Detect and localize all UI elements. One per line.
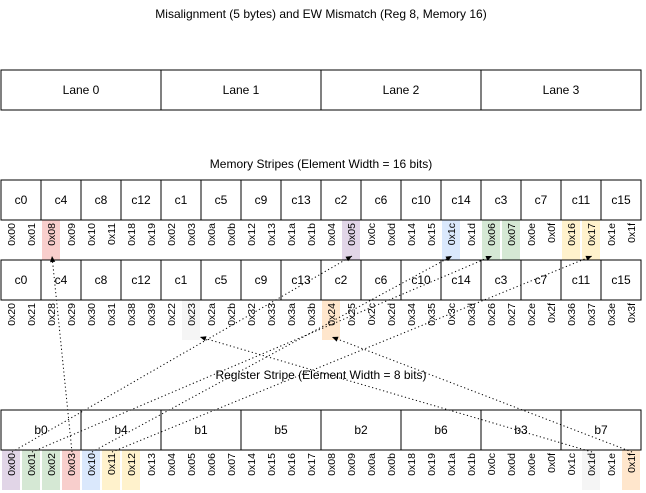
register-byte: 0x0e [526, 453, 538, 476]
memory-cell-label: c3 [494, 193, 508, 207]
register-byte: 0x17 [306, 453, 318, 476]
register-byte: 0x14 [246, 453, 258, 476]
memory-row1-byte: 0x27 [506, 303, 518, 326]
lane-label: Lane 0 [62, 83, 100, 97]
memory-cell-label: c15 [611, 273, 631, 287]
memory-row1-byte: 0x29 [66, 303, 78, 326]
memory-cell-label: c2 [334, 193, 348, 207]
register-byte: 0x1a [446, 453, 458, 476]
register-byte: 0x02 [46, 453, 58, 476]
memory-row1-byte: 0x2c [366, 303, 378, 326]
memory-row0-byte: 0x07 [506, 223, 518, 246]
memory-row0-byte: 0x0b [226, 223, 238, 246]
memory-row0-byte: 0x1c [446, 223, 458, 246]
memory-row1-byte: 0x21 [26, 303, 38, 326]
memory-row0-byte: 0x14 [406, 223, 418, 246]
register-byte: 0x1c [566, 453, 578, 476]
diagram-title: Misalignment (5 bytes) and EW Mismatch (Reg 8, Memory 16) [155, 7, 487, 21]
memory-row0-byte: 0x05 [346, 223, 358, 246]
memory-row0-byte: 0x03 [186, 223, 198, 246]
register-byte: 0x01 [26, 453, 38, 476]
register-byte: 0x06 [206, 453, 218, 476]
memory-row0-byte: 0x18 [126, 223, 138, 246]
register-byte: 0x0a [366, 453, 378, 476]
register-byte: 0x16 [286, 453, 298, 476]
register-byte: 0x04 [166, 453, 178, 476]
lane-label: Lane 2 [382, 83, 420, 97]
memory-row1-byte: 0x2a [206, 303, 218, 326]
memory-row0-byte: 0x15 [426, 223, 438, 246]
memory-row0-byte: 0x13 [266, 223, 278, 246]
register-byte: 0x03 [66, 453, 78, 476]
register-byte: 0x12 [126, 453, 138, 476]
register-cell-label: b4 [114, 423, 128, 437]
register-stripe-title: Register Stripe (Element Width = 8 bits) [215, 368, 427, 382]
register-byte: 0x18 [406, 453, 418, 476]
memory-cell-label: c6 [374, 273, 388, 287]
memory-cell-label: c5 [214, 273, 228, 287]
memory-cell-label: c11 [571, 273, 591, 287]
register-byte: 0x09 [346, 453, 358, 476]
register-byte: 0x0d [506, 453, 518, 476]
memory-cell-label: c9 [254, 273, 268, 287]
register-cell-label: b3 [514, 423, 528, 437]
memory-row0-byte: 0x01 [26, 223, 38, 246]
register-byte: 0x08 [326, 453, 338, 476]
memory-cell-label: c7 [534, 273, 548, 287]
memory-cell-label: c2 [334, 273, 348, 287]
memory-cell-label: c14 [451, 193, 471, 207]
register-byte: 0x1e [606, 453, 618, 476]
memory-cell-label: c10 [411, 273, 431, 287]
memory-row1-byte: 0x26 [486, 303, 498, 326]
memory-row1-byte: 0x31 [106, 303, 118, 326]
memory-row0-byte: 0x00 [6, 223, 18, 246]
memory-row0-byte: 0x0a [206, 223, 218, 246]
memory-row0-byte: 0x19 [146, 223, 158, 246]
memory-cell-label: c1 [174, 193, 188, 207]
memory-row1-byte: 0x3e [606, 303, 618, 326]
memory-cell-label: c8 [94, 193, 108, 207]
register-cell-label: b0 [34, 423, 48, 437]
memory-cell-label: c11 [571, 193, 591, 207]
memory-row1-byte: 0x3d [466, 303, 478, 326]
memory-cell-label: c4 [54, 273, 68, 287]
memory-row1-byte: 0x3c [446, 303, 458, 326]
memory-cell-label: c13 [291, 193, 311, 207]
memory-cell-label: c10 [411, 193, 431, 207]
memory-row1-byte: 0x20 [6, 303, 18, 326]
lane-label: Lane 1 [222, 83, 260, 97]
memory-row0-byte: 0x04 [326, 223, 338, 246]
memory-row1-byte: 0x24 [326, 303, 338, 326]
memory-row1-byte: 0x3b [306, 303, 318, 326]
memory-cell-label: c3 [494, 273, 508, 287]
memory-row1-byte: 0x35 [426, 303, 438, 326]
memory-cell-label: c7 [534, 193, 548, 207]
register-byte: 0x10 [86, 453, 98, 476]
memory-cell-label: c6 [374, 193, 388, 207]
memory-row0-byte: 0x10 [86, 223, 98, 246]
register-cell-label: b1 [194, 423, 208, 437]
memory-row1-byte: 0x23 [186, 303, 198, 326]
register-cell-label: b2 [354, 423, 368, 437]
memory-row1-byte: 0x37 [586, 303, 598, 326]
memory-row0-byte: 0x1a [286, 223, 298, 246]
memory-row0-byte: 0x0d [386, 223, 398, 246]
memory-row0-byte: 0x0e [526, 223, 538, 246]
register-cell-label: b6 [434, 423, 448, 437]
register-byte: 0x0f [546, 453, 558, 473]
memory-cell-label: c12 [131, 193, 151, 207]
register-byte: 0x1d [586, 453, 598, 476]
memory-row1-byte: 0x25 [346, 303, 358, 326]
memory-row0-byte: 0x02 [166, 223, 178, 246]
memory-row0-byte: 0x12 [246, 223, 258, 246]
memory-row1-byte: 0x2b [226, 303, 238, 326]
memory-row1-byte: 0x38 [126, 303, 138, 326]
memory-row0-byte: 0x08 [46, 223, 58, 246]
memory-row0-byte: 0x0c [366, 223, 378, 246]
memory-cell-label: c12 [131, 273, 151, 287]
memory-row0-byte: 0x0f [546, 223, 558, 243]
memory-row1-byte: 0x33 [266, 303, 278, 326]
register-cell-label: b5 [274, 423, 288, 437]
memory-row0-byte: 0x1d [466, 223, 478, 246]
memory-cell-label: c4 [54, 193, 68, 207]
memory-row0-byte: 0x11 [106, 223, 118, 245]
memory-cell-label: c14 [451, 273, 471, 287]
box-layer [1, 70, 641, 450]
memory-row0-byte: 0x1b [306, 223, 318, 246]
memory-cell-label: c9 [254, 193, 268, 207]
memory-row0-byte: 0x16 [566, 223, 578, 246]
memory-row0-byte: 0x1e [606, 223, 618, 246]
memory-row0-byte: 0x17 [586, 223, 598, 246]
register-byte: 0x11 [106, 453, 118, 475]
register-cell-label: b7 [594, 423, 608, 437]
register-byte: 0x0c [486, 453, 498, 476]
memory-row1-byte: 0x34 [406, 303, 418, 326]
register-byte: 0x19 [426, 453, 438, 476]
register-byte: 0x05 [186, 453, 198, 476]
arrow-head [200, 336, 206, 341]
memory-cell-label: c15 [611, 193, 631, 207]
memory-cell-label: c0 [14, 193, 28, 207]
memory-row1-byte: 0x2e [526, 303, 538, 326]
memory-cell-label: c0 [14, 273, 28, 287]
lane-label: Lane 3 [542, 83, 580, 97]
memory-row1-byte: 0x32 [246, 303, 258, 326]
register-byte: 0x00 [6, 453, 18, 476]
memory-row1-byte: 0x22 [166, 303, 178, 326]
memory-row1-byte: 0x3a [286, 303, 298, 326]
register-byte: 0x1f [626, 453, 638, 473]
memory-row1-byte: 0x39 [146, 303, 158, 326]
memory-row0-byte: 0x09 [66, 223, 78, 246]
memory-row0-byte: 0x1f [626, 223, 638, 243]
memory-row1-byte: 0x36 [566, 303, 578, 326]
memory-row1-byte: 0x30 [86, 303, 98, 326]
register-byte: 0x15 [266, 453, 278, 476]
memory-row1-byte: 0x3f [626, 303, 638, 323]
memory-cell-label: c8 [94, 273, 108, 287]
register-byte: 0x13 [146, 453, 158, 476]
register-byte: 0x1b [466, 453, 478, 476]
memory-row0-byte: 0x06 [486, 223, 498, 246]
memory-cell-label: c1 [174, 273, 188, 287]
memory-row1-byte: 0x2d [386, 303, 398, 326]
memory-cell-label: c5 [214, 193, 228, 207]
memory-cell-label: c13 [291, 273, 311, 287]
register-byte: 0x0b [386, 453, 398, 476]
register-byte: 0x07 [226, 453, 238, 476]
memory-row1-byte: 0x28 [46, 303, 58, 326]
memory-row1-byte: 0x2f [546, 303, 558, 323]
memory-stripes-title: Memory Stripes (Element Width = 16 bits) [209, 157, 433, 171]
